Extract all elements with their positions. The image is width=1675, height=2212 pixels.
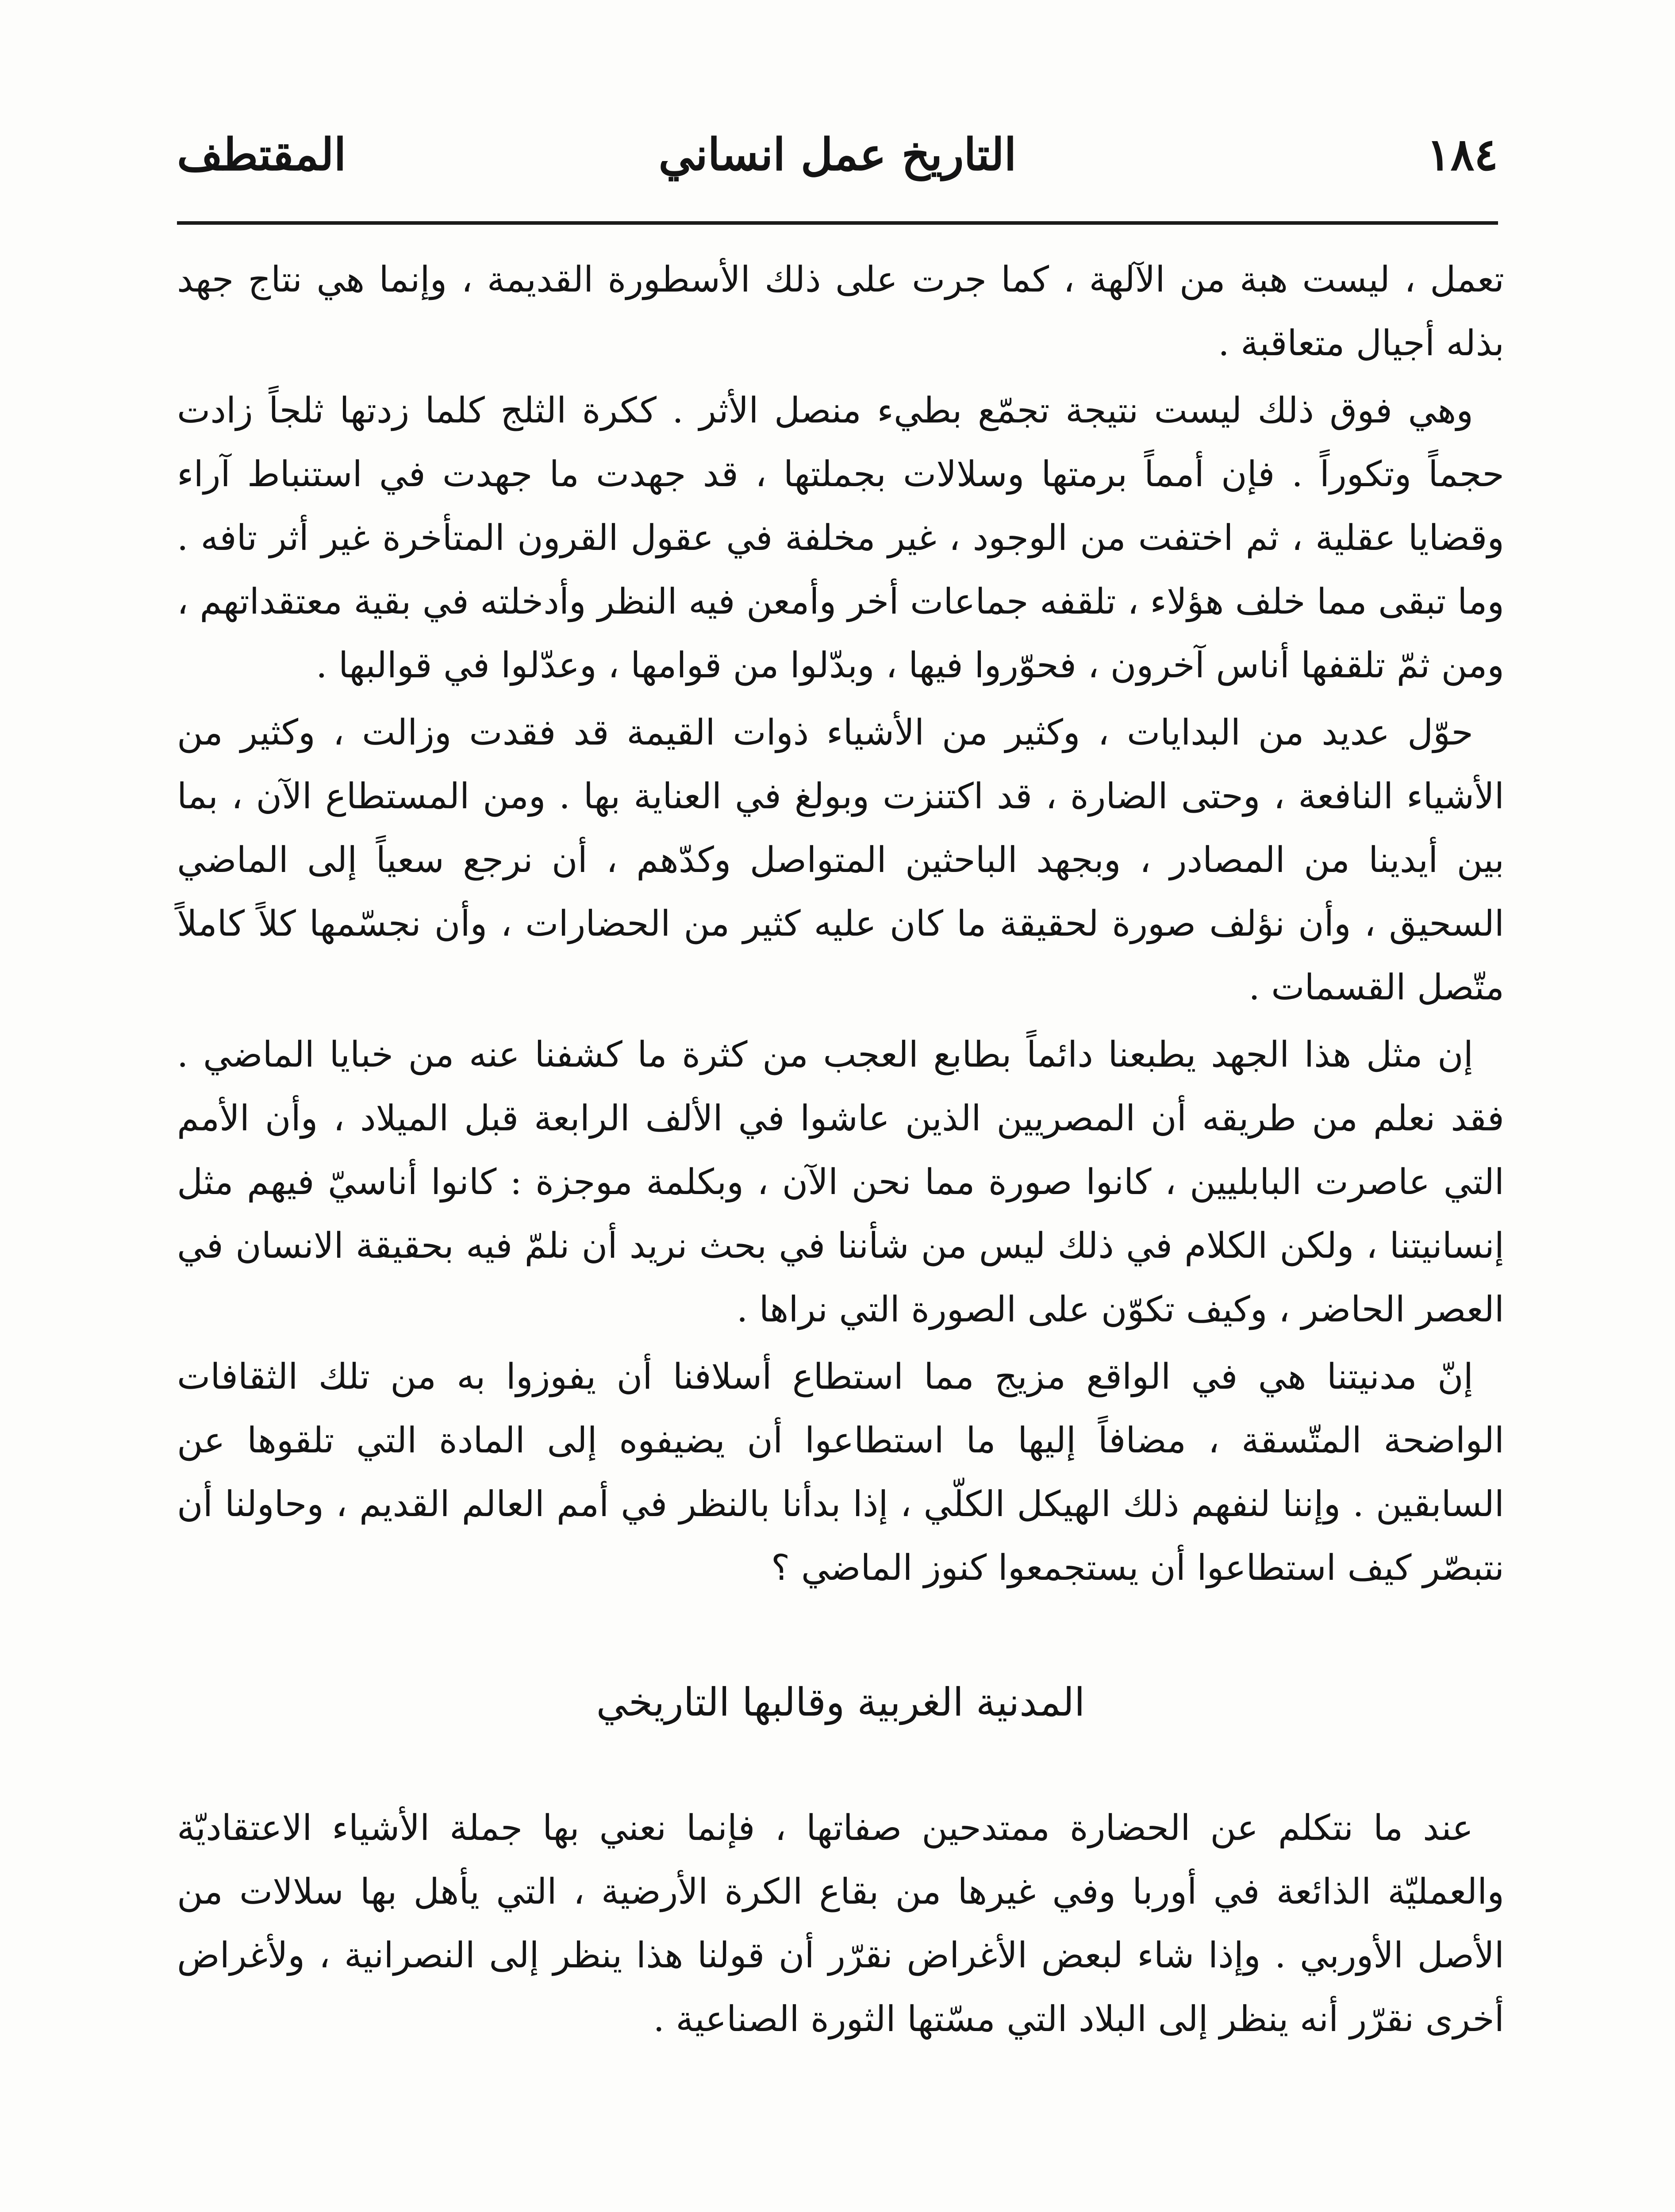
article-body: [177, 248, 1504, 2055]
paragraph-2: وهي فوق ذلك ليست نتيجة تجمّع بطيء منصل الأثر . ككرة الثلج كلما زدتها ثلجاً زادت حجماً وتكوراً . فإن أمماً برمتها وسلالات بجملتها ، قد جهدت ما جهدت في استنباط آراء وقضايا عقلية ، ثم اختفت من الوجود ، غير مخلفة في عقول القرون المتأخرة غير أثر تافه . وما تبقى مما خلف هؤلاء ، تلقفه جماعات أخر وأمعن فيه النظر وأدخلته في بقية معتقداتهم ، ومن ثمّ تلقفها أناس آخرون ، فحوّروا فيها ، وبدّلوا من قوامها ، وعدّلوا في قوالبها .: [177, 390, 1504, 686]
journal-name: المقتطف: [177, 128, 346, 180]
paragraph-6: [177, 1796, 1504, 2051]
running-title: التاريخ عمل انساني: [658, 128, 1017, 180]
paragraph-4: إن مثل هذا الجهد يطبعنا دائماً بطابع العجب من كثرة ما كشفنا عنه من خبايا الماضي . فقد نعلم من طريقه أن المصريين الذين عاشوا في الألف الرابعة قبل الميلاد ، وأن الأمم التي عاصرت البابليين ، كانوا صورة مما نحن الآن ، وبكلمة موجزة : كانوا أناسيّ فيهم مثل إنسانيتنا ، ولكن الكلام في ذلك ليس من شأننا في بحث نريد أن نلمّ فيه بحقيقة الانسان في العصر الحاضر ، وكيف تكوّن على الصورة التي نراها .: [177, 1034, 1504, 1330]
paragraph-5: إنّ مدنيتنا هي في الواقع مزيج مما استطاع أسلافنا أن يفوزوا به من تلك الثقافات الواضحة المتّسقة ، مضافاً إليها ما استطاعوا أن يضيفوه إلى المادة التي تلقوها عن السابقين . وإننا لنفهم ذلك الهيكل الكلّي ، إذا بدأنا بالنظر في أمم العالم القديم ، وحاولنا أن نتبصّر كيف استطاعوا أن يستجمعوا كنوز الماضي ؟: [177, 1356, 1504, 1588]
paragraph-1: تعمل ، ليست هبة من الآلهة ، كما جرت على ذلك الأسطورة القديمة ، وإنما هي نتاج جهد بذله أجيال متعاقبة .: [177, 259, 1504, 364]
page-number: ١٨٤: [1426, 128, 1498, 180]
header-divider: [177, 221, 1498, 225]
section-heading: المدنية الغربية وقالبها التاريخي: [596, 1679, 1085, 1725]
running-header: [177, 119, 1498, 195]
paragraph-3: حوّل عديد من البدايات ، وكثير من الأشياء ذوات القيمة قد فقدت وزالت ، وكثير من الأشياء النافعة ، وحتى الضارة ، قد اكتنزت وبولغ في العناية بها . ومن المستطاع الآن ، بما بين أيدينا من المصادر ، وبجهد الباحثين المتواصل وكدّهم ، أن نرجع سعياً إلى الماضي السحيق ، وأن نؤلف صورة لحقيقة ما كان عليه كثير من الحضارات ، وأن نجسّمها كلاً كاملاً متّصل القسمات .: [177, 712, 1504, 1008]
paragraph-6-text: عند ما نتكلم عن الحضارة ممتدحين صفاتها ، فإنما نعني بها جملة الأشياء الاعتقاديّة والعمليّة الذائعة في أوربا وفي غيرها من بقاع الكرة الأرضية ، التي يأهل بها سلالات من الأصل الأوربي . وإذا شاء لبعض الأغراض نقرّر أن قولنا هذا ينظر إلى النصرانية ، ولأغراض أخرى نقرّر أنه ينظر إلى البلاد التي مسّتها الثورة الصناعية .: [177, 1807, 1505, 2039]
